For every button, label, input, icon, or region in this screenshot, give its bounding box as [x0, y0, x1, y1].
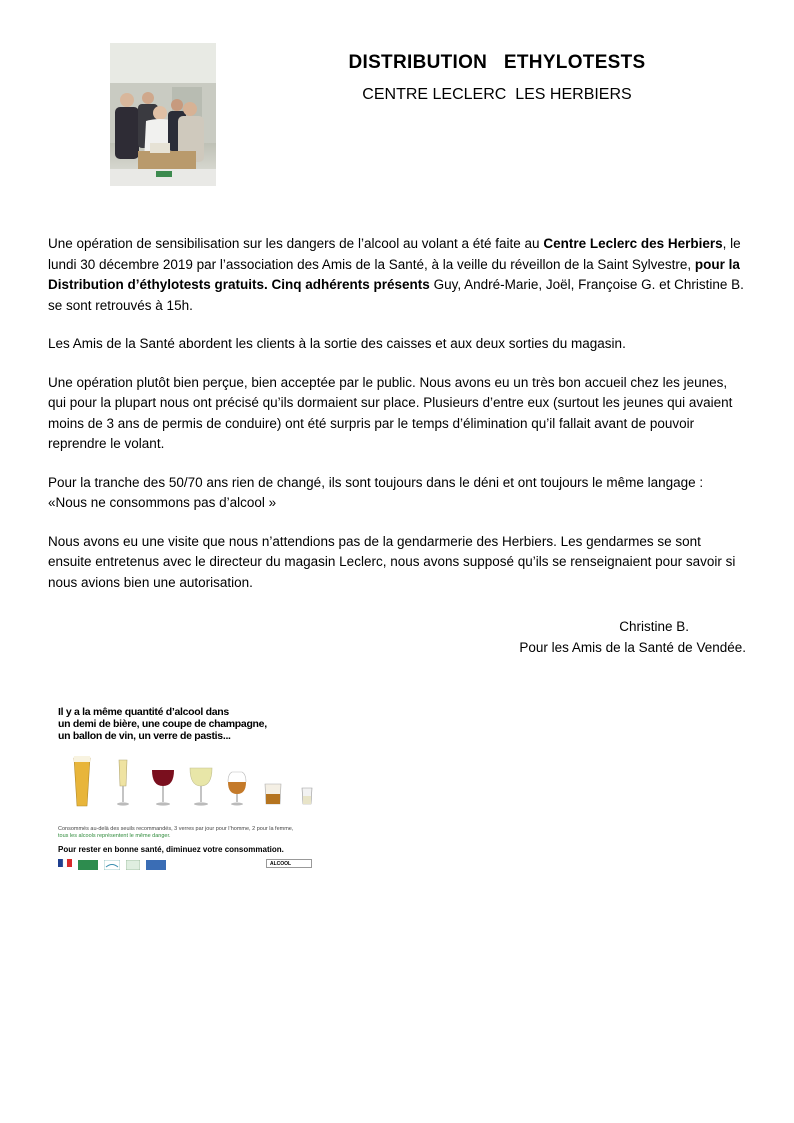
poster-headline	[58, 706, 298, 742]
whisky-glass-icon	[265, 784, 281, 804]
page-title: DISTRIBUTION ETHYLOTESTS	[348, 52, 646, 73]
article-body	[48, 234, 748, 611]
signature-org: Pour les Amis de la Santé de Vendée.	[519, 639, 746, 655]
awareness-poster	[56, 702, 322, 878]
paragraph-4	[48, 473, 748, 514]
partner-logo-2-icon	[126, 860, 140, 870]
poster-fine-print-line-2: tous les alcools représentent le même danger.	[58, 833, 171, 839]
paragraph-5: Nous avons eu une visite que nous n’attendions pas de la gendarmerie des Herbiers. Les gendarmes se sont ensuite entretenus avec le directeur du magasin Leclerc, nous avons supposé qu’ils se renseignaient pour savoir si nous avions bien une autorisation.	[48, 533, 736, 590]
beer-glass-icon	[74, 756, 90, 806]
paragraph-4-line-1: Pour la tranche des 50/70 ans rien de changé, ils sont toujours dans le déni et ont toujours le même langage :	[48, 474, 704, 490]
paragraph-4-quote: «Nous ne consommons pas d’alcool »	[48, 495, 277, 510]
poster-glasses-illustration	[56, 752, 322, 812]
paragraph-2: Les Amis de la Santé abordent les clients à la sortie des caisses et aux deux sorties du magasin.	[48, 336, 626, 351]
volunteers-photo	[110, 43, 216, 186]
white-wine-glass-icon	[190, 768, 212, 806]
poster-headline-line-1: Il y a la même quantité d’alcool dans	[58, 706, 229, 718]
cognac-glass-icon	[228, 772, 246, 806]
page-subtitle: CENTRE LECLERC LES HERBIERS	[362, 86, 632, 103]
shot-glass-icon	[302, 788, 312, 804]
paragraph-1	[48, 234, 748, 316]
inpes-logo-icon	[78, 860, 98, 870]
signature-name: Christine B.	[619, 619, 689, 634]
red-wine-glass-icon	[152, 770, 174, 806]
partner-logo-1-icon	[104, 860, 120, 870]
poster-fine-print	[58, 826, 320, 840]
poster-cta: Pour rester en bonne santé, diminuez votre consommation.	[58, 845, 284, 854]
paragraph-1-bold-a: Centre Leclerc des Herbiers	[543, 236, 723, 251]
paragraph-3: Une opération plutôt bien perçue, bien acceptée par le public. Nous avons eu un très bon accueil chez les jeunes, qui pour la plupart nous ont précisé qu’ils dormaient sur place. Plusieurs d’entre eux (surtout les jeunes qui avaient moins de 3 ans de permis de conduire) ont été surpris par le temps d’élimination qu’il fallait avant de pouvoir reprendre le volant.	[48, 374, 733, 451]
poster-logos	[58, 859, 166, 871]
signature	[519, 617, 746, 658]
poster-fine-print-line-1: Consommés au-delà des seuils recommandés, 3 verres par jour pour l’homme, 2 pour la femme,	[58, 826, 294, 832]
paragraph-1-text-a: Une opération de sensibilisation sur les dangers de l’alcool au volant a été faite au	[48, 236, 544, 251]
champagne-flute-icon	[117, 760, 129, 806]
poster-headline-line-3: un ballon de vin, un verre de pastis...	[58, 730, 231, 742]
poster-headline-line-2: un demi de bière, une coupe de champagne,	[58, 718, 267, 730]
republic-logo-icon	[58, 859, 72, 871]
paragraph-1-bold-b: pour la Distribution d’éthylotests gratuits. Cinq adhérents présents	[48, 256, 740, 292]
paragraph-1-text-b: , le lundi 30 décembre 2019 par l’association des Amis de la Santé, à la veille du réveillon de la Saint Sylvestre,	[48, 236, 741, 272]
paragraph-1-text-c: Guy, André-Marie, Joël, Françoise G. et Christine B. se sont retrouvés à 15h.	[48, 277, 744, 313]
poster-alcool-badge: ALCOOL	[266, 859, 312, 868]
partner-logo-3-icon	[146, 860, 166, 870]
